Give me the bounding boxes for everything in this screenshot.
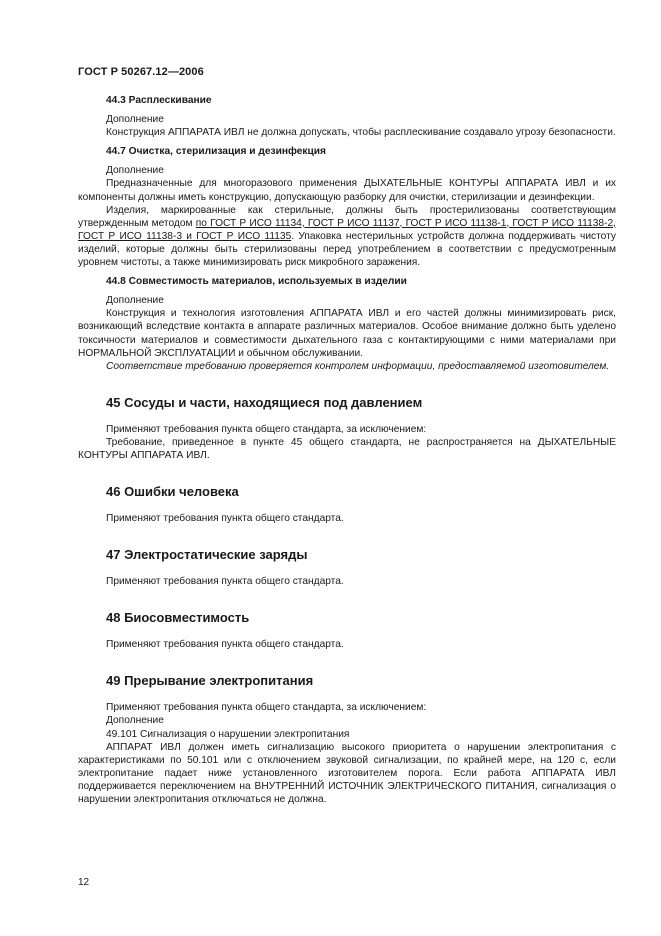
section-49-heading: 49 Прерывание электропитания [106, 673, 314, 689]
section-49-label: Дополнение [106, 715, 164, 727]
page-number: 12 [78, 877, 90, 888]
section-44-3-label: Дополнение [106, 114, 164, 126]
section-46-heading: 46 Ошибки человека [106, 484, 239, 500]
document-body [78, 94, 616, 806]
section-47-para: Применяют требования пункта общего стандарта. [106, 576, 344, 588]
para-2-start: Изделия, маркированные как стерильные, должны быть простерилизованы соответствующим утвержденным методом [78, 204, 616, 229]
section-44-7-para-2 [78, 204, 616, 269]
section-44-3-title: 44.3 Расплескивание [106, 95, 212, 106]
section-45-para-2: Требование, приведенное в пункте 45 общего стандарта, не распространяется на ДЫХАТЕЛЬНЫЕ КОНТУРЫ АППАРАТА ИВЛ. [78, 436, 616, 461]
section-44-8-para-1: Конструкция и технология изготовления АППАРАТА ИВЛ и его частей должны минимизировать риск, возникающий вследствие контакта в аппарате различных материалов. Особое внимание должно быть уделено токсичности материалов и совместимости дыхательного газа с контактирующими с ними материалами при НОРМАЛЬНОЙ ЭКСПЛУАТАЦИИ и обычном обслуживании. [78, 308, 616, 359]
section-49-101-title: 49.101 Сигнализация о нарушении электропитания [106, 728, 350, 740]
section-44-7-title: 44.7 Очистка, стерилизация и дезинфекция [106, 146, 326, 158]
section-48-heading: 48 Биосовместимость [106, 610, 250, 626]
section-45-para-1: Применяют требования пункта общего стандарта, за исключением: [106, 423, 427, 435]
standards-references: по ГОСТ Р ИСО 11134, ГОСТ Р ИСО 11137, ГОСТ Р ИСО 11138-1, ГОСТ Р ИСО 11138-2, ГОСТ Р ИСО 11138-3 и ГОСТ Р ИСО 11135 [78, 217, 616, 242]
section-49-para-2: АППАРАТ ИВЛ должен иметь сигнализацию высокого приоритета о нарушении электропитания с характеристиками по 50.101 или с отключением звуковой сигнализации, по крайней мере, на 120 с, если электропитание падает ниже установленного изготовителем порога. Если работа АППАРАТА ИВЛ поддерживается переключением на ВНУТРЕННИЙ ИСТОЧНИК ЭЛЕКТРИЧЕСКОГО ПИТАНИЯ, сигнализация о нарушении электропитания отключаться не должна. [78, 741, 616, 805]
section-44-8-compliance: Соответствие требованию проверяется контролем информации, предоставляемой изготовителем. [106, 360, 610, 372]
section-44-8-title: 44.8 Совместимость материалов, используемых в изделии [106, 276, 407, 288]
section-44-8-label: Дополнение [106, 295, 164, 307]
section-48-para: Применяют требования пункта общего стандарта. [106, 639, 344, 651]
section-44-7-para-1: Предназначенные для многоразового применения ДЫХАТЕЛЬНЫЕ КОНТУРЫ АППАРАТА ИВЛ и их компоненты должны иметь конструкцию, допускающую разборку для очистки, стерилизации и дезинфекции. [78, 178, 616, 203]
section-45-heading: 45 Сосуды и части, находящиеся под давлением [106, 394, 423, 410]
section-47-heading: 47 Электростатические заряды [106, 547, 308, 563]
section-44-3-text: Конструкция АППАРАТА ИВЛ не должна допускать, чтобы расплескивание создавало угрозу безопасности. [106, 127, 616, 139]
section-44-7-label: Дополнение [106, 165, 164, 177]
section-49-para-1: Применяют требования пункта общего стандарта, за исключением: [106, 702, 427, 714]
para-2-end: . Упаковка нестерильных устройств должна поддерживать чистоту изделий, которые должны быть стерилизованы перед употреблением в соответствии с предусмотренным уровнем чистоты, а также минимизировать риск микробного заражения. [78, 230, 616, 269]
standard-code-header: ГОСТ Р 50267.12—2006 [78, 66, 204, 78]
section-46-para: Применяют требования пункта общего стандарта. [106, 513, 344, 525]
